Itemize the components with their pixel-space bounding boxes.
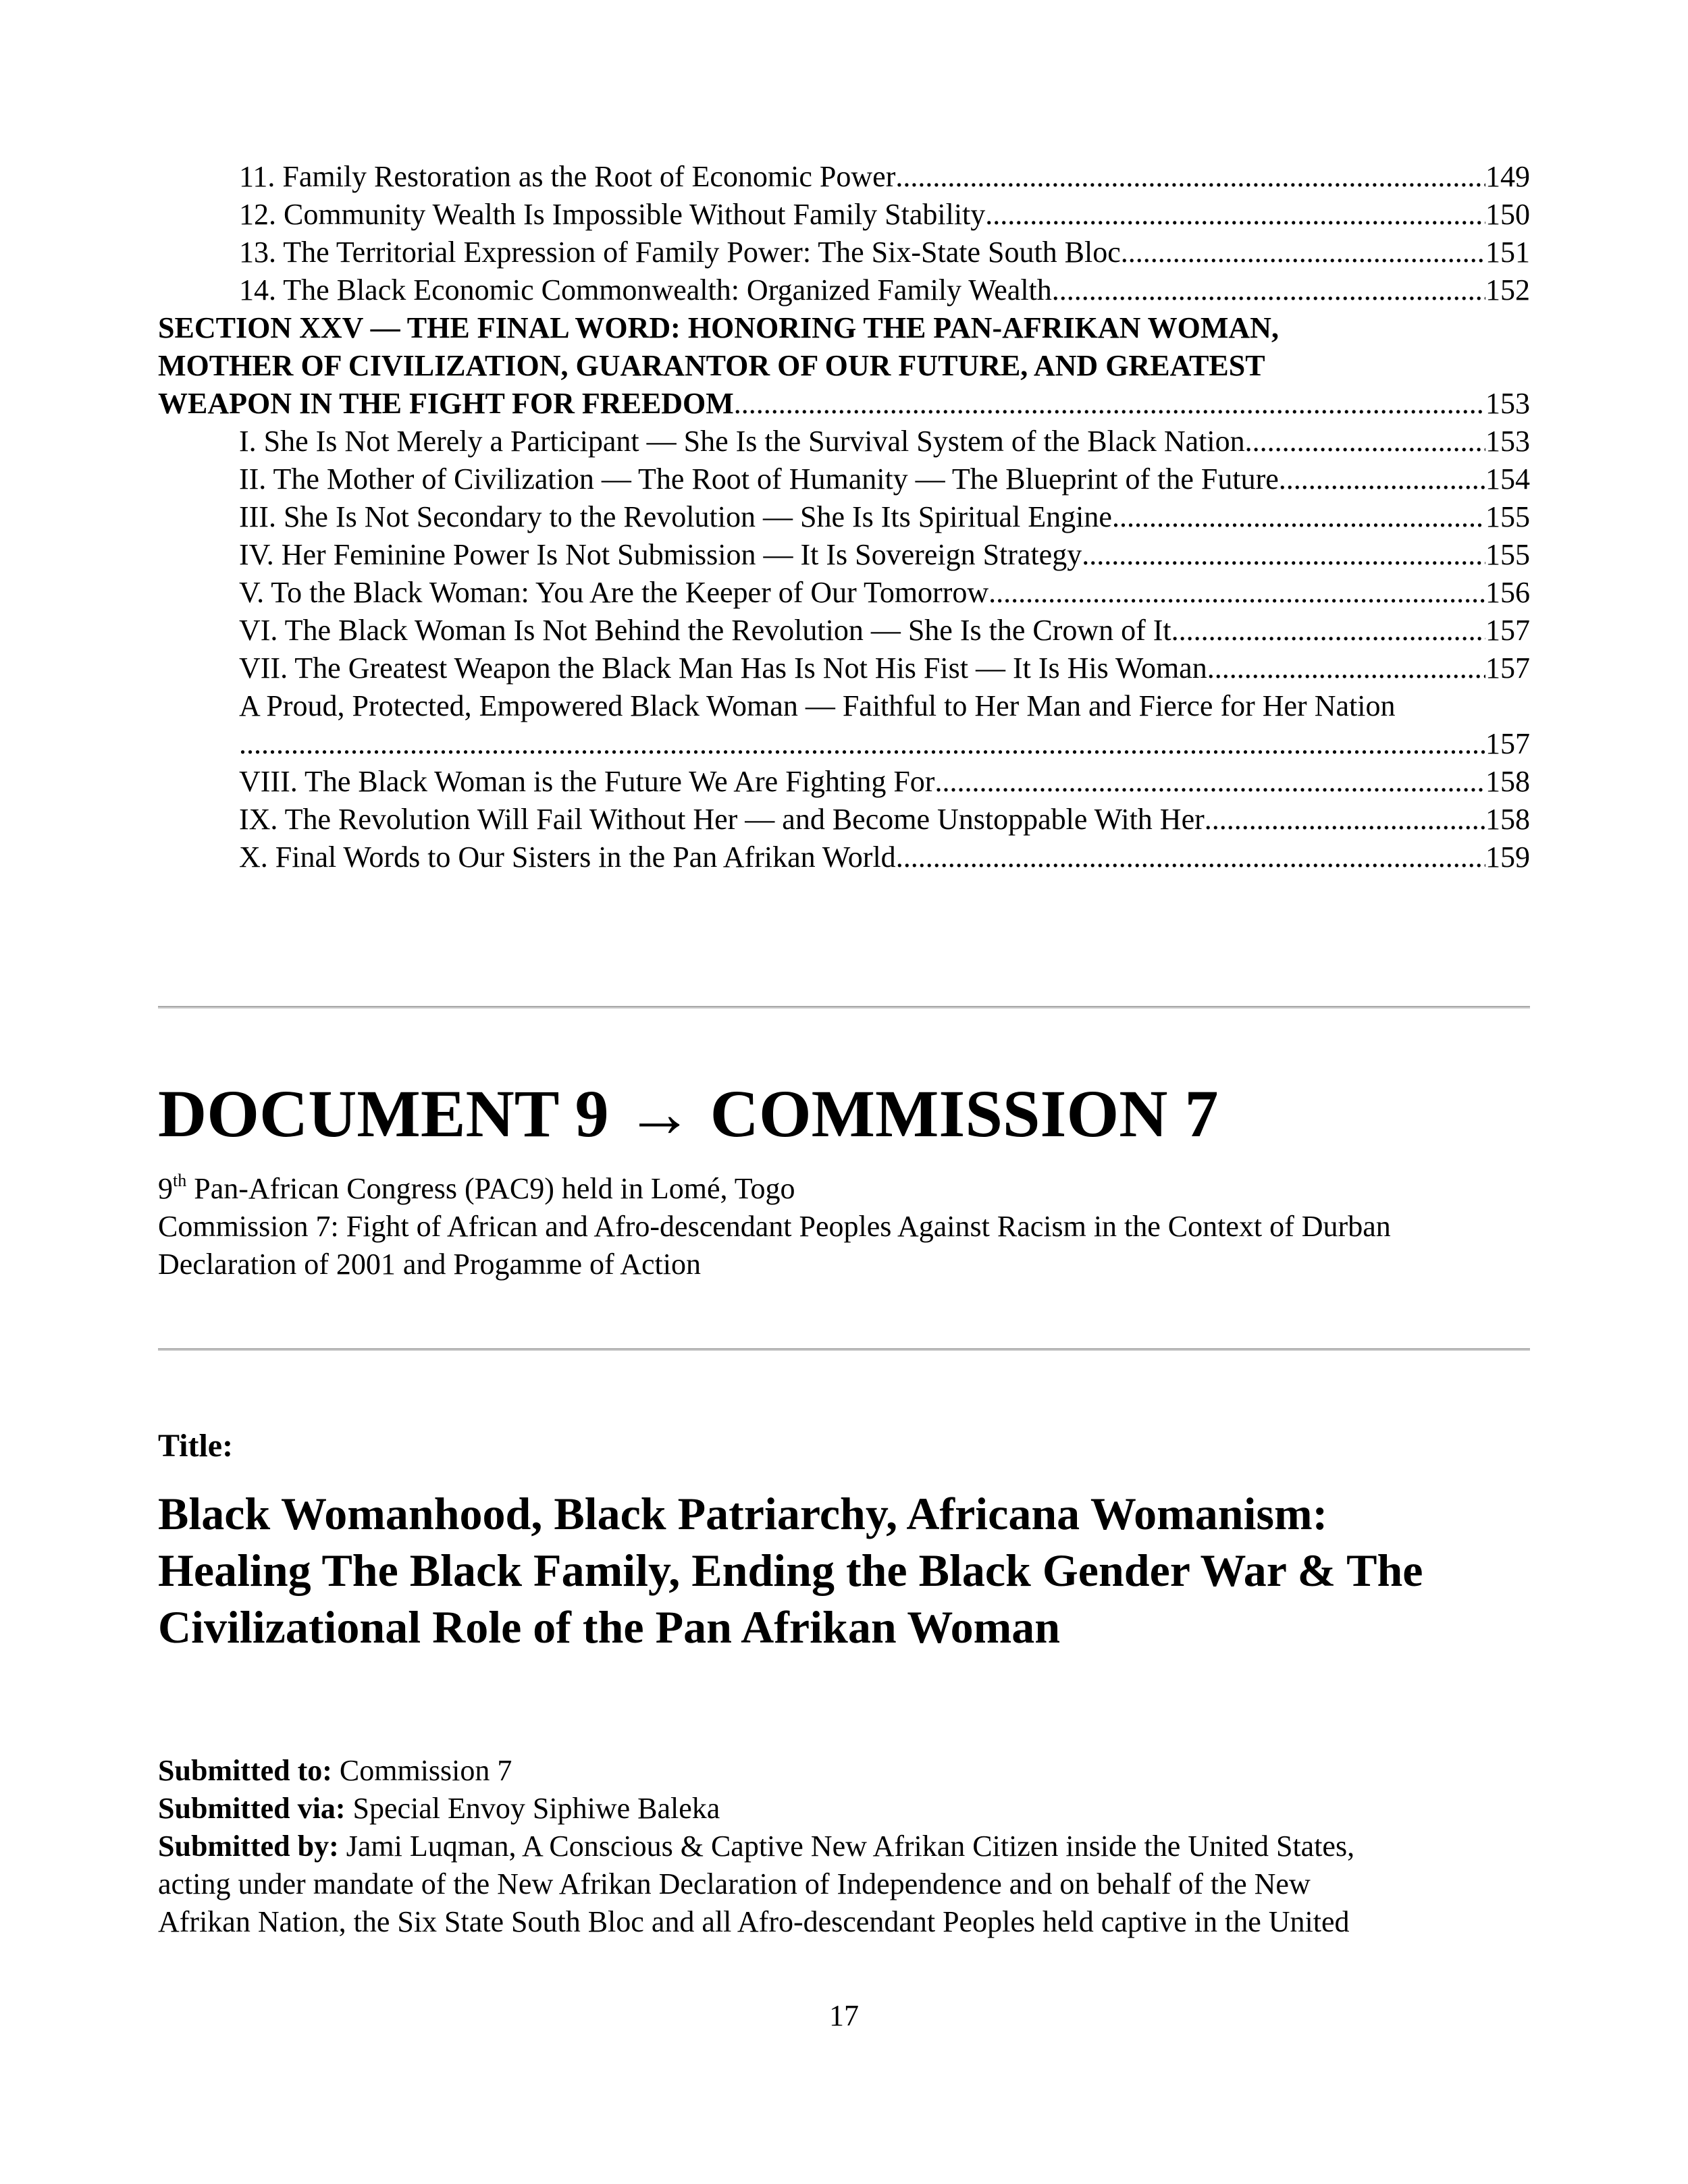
toc-entry-title: IX. The Revolution Will Fail Without Her — and Become Unstoppable With Her (239, 803, 1205, 836)
toc-entry[interactable] (158, 271, 1530, 309)
toc-leader-dots (895, 158, 1485, 196)
toc-leader-dots (1082, 536, 1485, 574)
toc-leader-dots (1171, 612, 1485, 649)
toc-section-heading-entry[interactable] (158, 385, 1530, 423)
toc-entry[interactable] (158, 838, 1530, 876)
toc-section-heading-line: WEAPON IN THE FIGHT FOR FREEDOM (158, 387, 734, 420)
title-line: Black Womanhood, Black Patriarchy, Africana Womanism: (158, 1488, 1328, 1539)
submitted-by-value: Jami Luqman, A Conscious & Captive New Afrikan Citizen inside the United States, (338, 1830, 1355, 1863)
toc-entry-title: V. To the Black Woman: You Are the Keeper of Our Tomorrow (239, 576, 989, 609)
toc-entry[interactable] (158, 196, 1530, 234)
commission-line: Commission 7: Fight of African and Afro-descendant Peoples Against Racism in the Context of Durban (158, 1210, 1391, 1243)
commission-line: Declaration of 2001 and Progamme of Action (158, 1248, 702, 1281)
toc-leader-dots (1205, 801, 1485, 838)
toc-page-number: 153 (1485, 425, 1530, 458)
toc-page-number: 153 (1485, 387, 1530, 420)
toc-leader-dots (988, 574, 1485, 612)
toc-entry[interactable] (158, 158, 1530, 196)
toc-leader-dots (1052, 271, 1485, 309)
title-label: Title: (158, 1428, 234, 1464)
toc-entry[interactable] (158, 498, 1530, 536)
toc-leader-dots (1207, 649, 1485, 687)
toc-page-number: 151 (1485, 236, 1530, 269)
toc-page-number: 156 (1485, 576, 1530, 609)
toc-entry-title: X. Final Words to Our Sisters in the Pan Afrikan World (239, 841, 896, 874)
toc-entry-title: II. The Mother of Civilization — The Root of Humanity — The Blueprint of the Future (239, 462, 1279, 496)
toc-leader-dots (934, 763, 1485, 801)
submitted-via (158, 1790, 1542, 1828)
toc-leader-dots (1245, 423, 1485, 460)
page-number: 17 (829, 1999, 859, 2032)
submitted-by (158, 1828, 1542, 1865)
toc-section-heading-line[interactable]: MOTHER OF CIVILIZATION, GUARANTOR OF OUR FUTURE, AND GREATEST (158, 349, 1265, 382)
congress-text: Pan-African Congress (PAC9) held in Lomé, Togo (186, 1172, 795, 1205)
submitted-by-label: Submitted by: (158, 1830, 339, 1863)
toc-entry-title: 13. The Territorial Expression of Family Power: The Six-State South Bloc (239, 236, 1121, 269)
toc-leader-dots (1121, 234, 1485, 271)
toc-entry[interactable] (158, 801, 1530, 838)
submitted-to-label: Submitted to: (158, 1754, 332, 1787)
toc-entry[interactable] (158, 574, 1530, 612)
horizontal-rule (158, 1006, 1530, 1009)
toc-entry[interactable] (158, 536, 1530, 574)
toc-entry[interactable] (158, 725, 1530, 763)
toc-page-number: 157 (1485, 651, 1530, 685)
toc-page-number: 158 (1485, 765, 1530, 798)
toc-entry-title: I. She Is Not Merely a Participant — She Is the Survival System of the Black Nation (239, 425, 1245, 458)
congress-info (158, 1170, 1535, 1283)
toc-page-number: 155 (1485, 500, 1530, 533)
table-of-contents (158, 158, 1530, 876)
submitted-via-value: Special Envoy Siphiwe Baleka (345, 1792, 720, 1825)
submitted-to (158, 1752, 1542, 1790)
toc-leader-dots (896, 838, 1485, 876)
toc-entry[interactable] (158, 234, 1530, 271)
submitted-by-continuation: acting under mandate of the New Afrikan Declaration of Independence and on behalf of the New (158, 1867, 1311, 1900)
submitted-by-continuation: Afrikan Nation, the Six State South Bloc and all Afro-descendant Peoples held captive in the United (158, 1905, 1350, 1938)
toc-leader-dots (1112, 498, 1485, 536)
toc-entry-title[interactable]: A Proud, Protected, Empowered Black Woman — Faithful to Her Man and Fierce for Her Nation (239, 689, 1396, 722)
toc-leader-dots (1279, 460, 1485, 498)
toc-page-number: 154 (1485, 462, 1530, 496)
submitted-via-label: Submitted via: (158, 1792, 346, 1825)
toc-entry-title: III. She Is Not Secondary to the Revolution — She Is Its Spiritual Engine (239, 500, 1112, 533)
toc-page-number: 157 (1485, 727, 1530, 760)
toc-page-number: 152 (1485, 273, 1530, 307)
toc-entry[interactable] (158, 423, 1530, 460)
toc-entry[interactable] (158, 763, 1530, 801)
congress-ordinal-suffix: th (173, 1171, 187, 1190)
toc-entry-title: VIII. The Black Woman is the Future We Are Fighting For (239, 765, 935, 798)
toc-leader-dots (239, 725, 1485, 763)
toc-page-number: 157 (1485, 614, 1530, 647)
toc-page-number: 158 (1485, 803, 1530, 836)
toc-entry[interactable] (158, 612, 1530, 649)
toc-page-number: 149 (1485, 160, 1530, 193)
document-title (158, 1485, 1542, 1655)
submission-details (158, 1752, 1542, 1941)
title-line: Civilizational Role of the Pan Afrikan Woman (158, 1601, 1061, 1653)
toc-entry-title: VII. The Greatest Weapon the Black Man Has Is Not His Fist — It Is His Woman (239, 651, 1207, 685)
toc-entry-title: VI. The Black Woman Is Not Behind the Revolution — She Is the Crown of It (239, 614, 1171, 647)
toc-entry-title: 11. Family Restoration as the Root of Economic Power (239, 160, 896, 193)
toc-entry[interactable] (158, 649, 1530, 687)
congress-ordinal: 9 (158, 1172, 173, 1205)
submitted-to-value: Commission 7 (332, 1754, 512, 1787)
horizontal-rule (158, 1348, 1530, 1351)
toc-section-heading-line[interactable]: SECTION XXV — THE FINAL WORD: HONORING THE PAN-AFRIKAN WOMAN, (158, 311, 1279, 344)
toc-leader-dots (985, 196, 1485, 234)
title-line: Healing The Black Family, Ending the Black Gender War & The (158, 1545, 1423, 1596)
congress-line (158, 1170, 1535, 1208)
toc-page-number: 150 (1485, 198, 1530, 231)
document-heading: DOCUMENT 9 → COMMISSION 7 (158, 1076, 1219, 1151)
toc-entry-title: 14. The Black Economic Commonwealth: Organized Family Wealth (239, 273, 1052, 307)
toc-entry[interactable] (158, 460, 1530, 498)
toc-page-number: 159 (1485, 841, 1530, 874)
toc-leader-dots (734, 385, 1485, 423)
toc-entry-title: 12. Community Wealth Is Impossible Without Family Stability (239, 198, 986, 231)
toc-page-number: 155 (1485, 538, 1530, 571)
toc-entry-title: IV. Her Feminine Power Is Not Submission — It Is Sovereign Strategy (239, 538, 1082, 571)
